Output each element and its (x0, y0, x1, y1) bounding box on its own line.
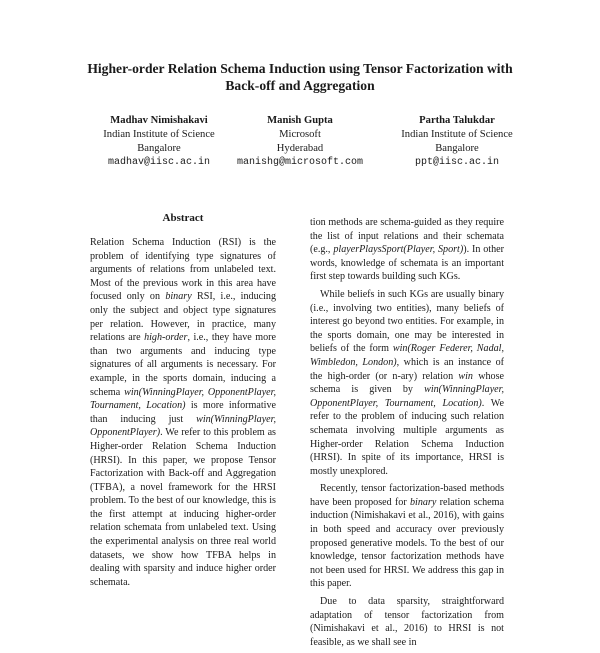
author-location: Hyderabad (276, 143, 324, 154)
author-1 (84, 114, 234, 170)
emphasis: win(WinningPlayer, OpponentPlayer, Tournament, Location) (310, 384, 504, 409)
text-run: relation schema induction (Nimishakavi et al., 2016), with gains in both speed and accuracy over previously proposed generative models. To the best of our knowledge, tensor factorization methods have not been used for HRSI. We address this gap in this paper. (310, 496, 504, 590)
author-name: Manish Gupta (267, 115, 333, 126)
text-run: RSI, i.e., inducing only the subject and object type signatures per relation. However, in practice, many relations are (90, 291, 276, 344)
emphasis: binary (165, 291, 192, 303)
text-run: . We refer to the problem of inducing such relation schemata involving multiple arguments as Higher-order Relation Schema Induction (HRSI). In spite of its importance, HRSI is mostly unexplored. (310, 397, 504, 477)
body-column-right (310, 216, 504, 653)
text-run: , which is an instance of the high-order (or n-ary) relation (310, 356, 504, 382)
body-paragraph (310, 482, 504, 591)
emphasis: win(WinningPlayer, OpponentPlayer) (90, 413, 276, 439)
body-paragraph (310, 216, 504, 284)
author-affiliation: Indian Institute of Science (103, 129, 215, 140)
text-run: Recently, tensor factorization-based methods have been proposed for (310, 483, 504, 508)
author-email[interactable]: manishg@microsoft.com (236, 157, 364, 168)
emphasis: win (458, 370, 473, 382)
author-2 (222, 114, 378, 170)
emphasis: high-order (144, 332, 188, 344)
body-paragraph (310, 595, 504, 649)
author-name: Madhav Nimishakavi (110, 115, 208, 126)
emphasis: win(WinningPlayer, OpponentPlayer, Tournament, Location) (90, 386, 276, 412)
body-paragraph (310, 288, 504, 478)
author-affiliation: Indian Institute of Science (401, 129, 513, 140)
author-location: Bangalore (137, 143, 181, 154)
text-run: ). In other words, knowledge of schemata is an important first step towards building such KGs. (310, 244, 505, 283)
emphasis: binary (409, 496, 437, 508)
text-run: While beliefs in such KGs are usually binary (i.e., involving two entities), many beliefs of interest go beyond two entities. For example, in the sports domain, one may be interested in beliefs of the form (310, 288, 504, 355)
text-run: whose schema is given by (310, 370, 504, 396)
text-run: Due to data sparsity, straightforward adaptation of tensor factorization from (Nimishakavi et al., 2016) to HRSI is not feasible, as we shall see in (310, 596, 504, 648)
author-location: Bangalore (435, 143, 479, 154)
author-email[interactable]: ppt@iisc.ac.in (414, 157, 499, 168)
abstract-text (90, 236, 276, 589)
author-email[interactable]: madhav@iisc.ac.in (107, 157, 211, 168)
abstract-heading: Abstract (162, 212, 204, 224)
author-affiliation: Microsoft (279, 129, 321, 140)
emphasis: win(Roger Federer, Nadal, Wimbledon, London) (310, 343, 505, 368)
paper-title (40, 60, 560, 94)
text-run: , i.e., they have more than two arguments and inducing type signatures of all arguments is necessary. For example, in the sports domain, inducing a schema (90, 332, 276, 398)
emphasis: playerPlaysSport(Player, Sport) (333, 244, 464, 256)
author-name: Partha Talukdar (419, 115, 495, 126)
text-run: tion methods are schema-guided as they require the list of input relations and their schemata (e.g., (310, 217, 504, 256)
title-line-1: Higher-order Relation Schema Induction using Tensor Factorization with (87, 61, 513, 76)
author-3 (382, 114, 532, 170)
text-run: . We refer to this problem as Higher-order Relation Schema Induction (HRSI). In this paper, we propose Tensor Factorization with Back-off and Aggregation (TFBA), a novel framework for the HRSI problem. To the best of our knowledge, this is the first attempt at inducing higher-order relation schemata from unlabeled text. Using the experimental analysis on three real world datasets, we show how TFBA helps in dealing with sparsity and induce higher order schemata. (90, 427, 276, 588)
text-run: is more informative than inducing just (90, 400, 276, 425)
title-line-2: Back-off and Aggregation (225, 78, 375, 93)
text-run: Relation Schema Induction (RSI) is the problem of identifying type signatures of arguments of relations from unlabeled text. Most of the previous work in this area have focused only on (90, 237, 276, 303)
